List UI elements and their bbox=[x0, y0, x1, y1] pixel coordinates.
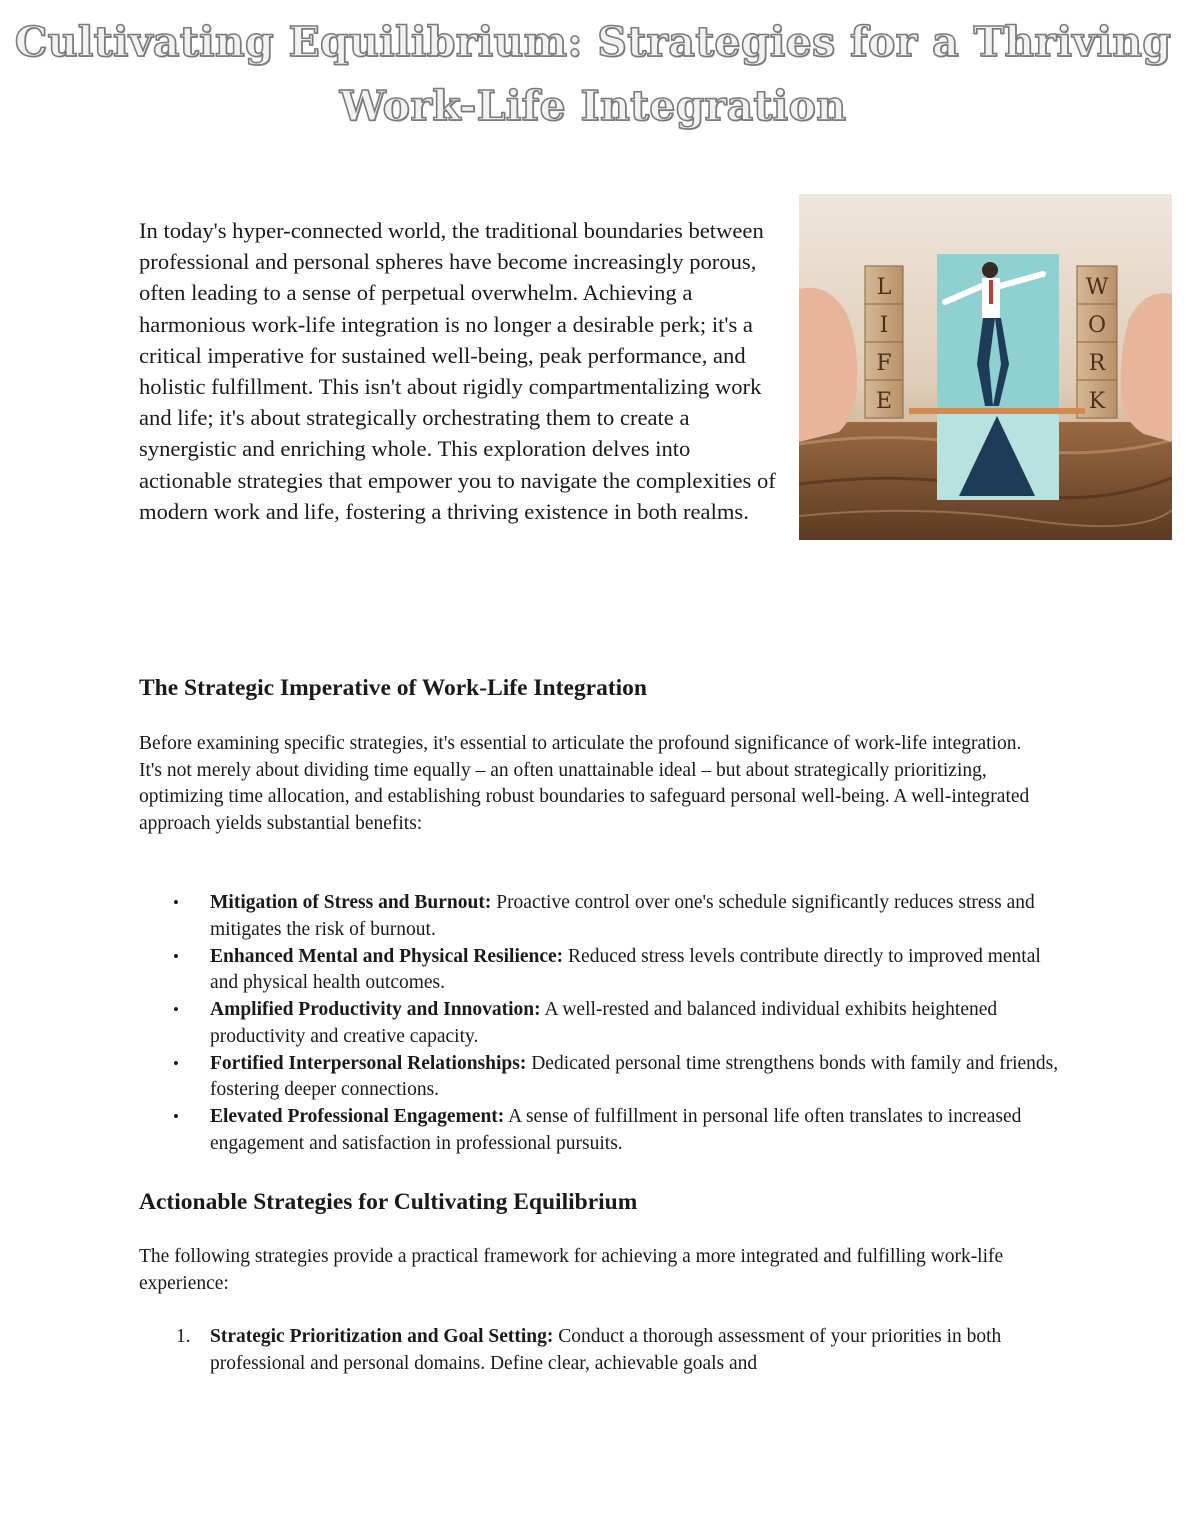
benefit-text: Proactive control over one's schedule significantly reduces stress and mitigates the risk of burnout. bbox=[210, 892, 1035, 940]
benefit-text: A well-rested and balanced individual exhibits heightened productivity and creative capacity. bbox=[210, 999, 998, 1047]
list-item bbox=[139, 997, 1059, 1050]
work-letter: O bbox=[1087, 313, 1107, 338]
bullet-marker: • bbox=[173, 1107, 179, 1127]
bullet-marker: • bbox=[173, 946, 179, 966]
bullet-marker: • bbox=[173, 893, 179, 912]
benefit-term: Mitigation of Stress and Burnout: bbox=[210, 892, 492, 913]
bullet-marker: • bbox=[173, 1053, 179, 1073]
strategy-term: Strategic Prioritization and Goal Setting: bbox=[210, 1326, 554, 1347]
life-letter: I bbox=[879, 313, 889, 338]
benefit-text: A sense of fulfillment in personal life often translates to increased engagement and satisfaction in professional pursuits. bbox=[210, 1106, 1022, 1154]
benefit-term: Elevated Professional Engagement: bbox=[210, 1106, 505, 1128]
life-letter: L bbox=[876, 275, 892, 300]
list-item bbox=[139, 1051, 1059, 1104]
section-heading-strategies: Actionable Strategies for Cultivating Equilibrium bbox=[139, 1189, 638, 1215]
list-number: 1. bbox=[176, 1326, 191, 1347]
life-blocks bbox=[865, 266, 903, 418]
benefits-list bbox=[139, 890, 1059, 1158]
work-life-balance-photo bbox=[799, 194, 1172, 540]
list-item bbox=[139, 890, 1059, 943]
benefit-text: Reduced stress levels contribute directly to improved mental and physical health outcomes. bbox=[210, 945, 1041, 994]
benefit-text: Dedicated personal time strengthens bonds with family and friends, fostering deeper connections. bbox=[210, 1052, 1059, 1101]
work-letter: K bbox=[1088, 389, 1106, 414]
life-letter: E bbox=[875, 389, 893, 414]
document-title bbox=[0, 10, 1186, 138]
list-item bbox=[139, 944, 1059, 997]
title-line-2: Work-Life Integration bbox=[339, 82, 847, 130]
imperative-paragraph: Before examining specific strategies, it's essential to articulate the profound significance of work-life integration. It's not merely about dividing time equally – an often unattainable ideal – but about strategically prioritizing, optimizing time allocation, and establishing robust boundaries to safeguard personal well-being. A well-integrated approach yields substantial benefits: bbox=[139, 733, 1030, 834]
intro-paragraph: In today's hyper-connected world, the traditional boundaries between professional and personal spheres have become increasingly porous, often leading to a sense of perpetual overwhelm. Achieving a harmonious work-life integration is no longer a desirable perk; it's a critical imperative for sustained well-being, peak performance, and holistic fulfillment. This isn't about rigidly compartmentalizing work and life; it's about strategically orchestrating them to create a synergistic and enriching whole. This exploration delves into actionable strategies that empower you to navigate the complexities of modern work and life, fostering a thriving existence in both realms. bbox=[139, 218, 776, 524]
title-line-1: Cultivating Equilibrium: Strategies for a Thriving bbox=[14, 18, 1172, 66]
bullet-marker: • bbox=[173, 1000, 179, 1020]
work-letter: R bbox=[1088, 351, 1106, 376]
section-heading-imperative: The Strategic Imperative of Work-Life Integration bbox=[139, 675, 647, 701]
work-blocks bbox=[1077, 266, 1117, 418]
benefit-term: Amplified Productivity and Innovation: bbox=[210, 999, 541, 1021]
work-letter: W bbox=[1085, 275, 1109, 300]
strategies-list bbox=[139, 1324, 1059, 1377]
benefit-term: Fortified Interpersonal Relationships: bbox=[210, 1052, 527, 1074]
balance-illustration bbox=[799, 194, 1172, 540]
strategies-paragraph: The following strategies provide a practical framework for achieving a more integrated and fulfilling work-life experience: bbox=[139, 1246, 1004, 1294]
list-item bbox=[139, 1324, 1059, 1377]
list-item bbox=[139, 1104, 1059, 1157]
life-letter: F bbox=[876, 351, 892, 376]
benefit-term: Enhanced Mental and Physical Resilience: bbox=[210, 945, 564, 967]
strategy-text: Conduct a thorough assessment of your priorities in both professional and personal domains. Define clear, achievable goals and bbox=[210, 1326, 1002, 1374]
